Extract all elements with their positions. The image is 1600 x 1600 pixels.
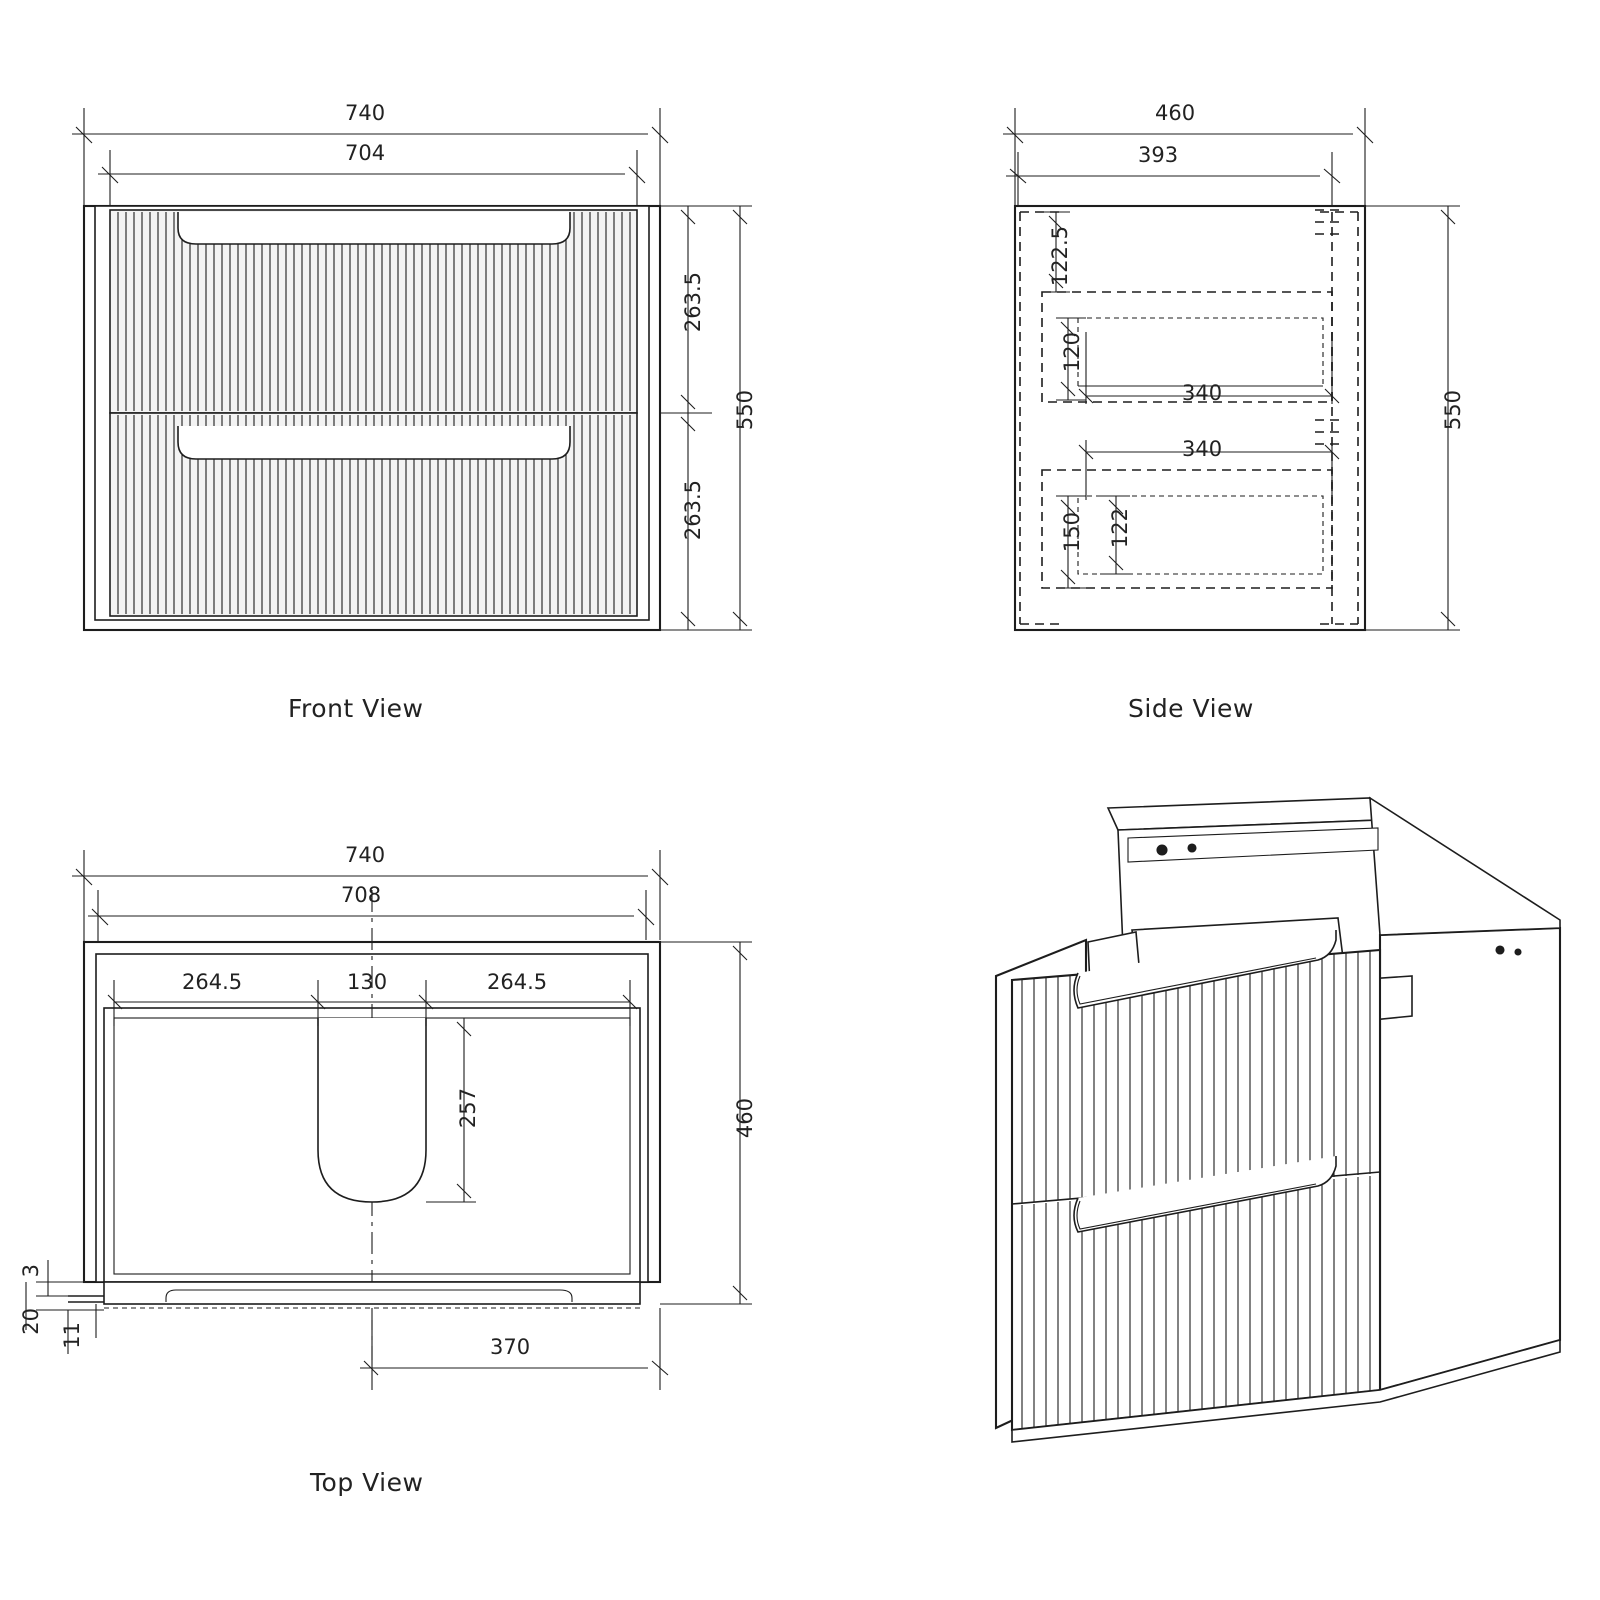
side-dim-460: 460 [1155, 101, 1196, 125]
side-dim-120: 120 [1060, 332, 1084, 373]
side-view-label: Side View [1128, 694, 1254, 723]
front-view-drawing [0, 0, 790, 700]
front-dim-lower-263-5: 263.5 [681, 480, 705, 541]
top-dim-3: 3 [19, 1264, 43, 1278]
front-dim-740: 740 [345, 101, 386, 125]
top-dim-20: 20 [19, 1308, 43, 1335]
front-view-group [0, 0, 790, 760]
top-dim-740: 740 [345, 843, 386, 867]
top-dim-257: 257 [456, 1088, 480, 1129]
side-dim-122: 122 [1108, 508, 1132, 549]
side-dim-550: 550 [1441, 390, 1465, 431]
top-view-group [0, 830, 800, 1590]
side-dim-340-lower: 340 [1182, 437, 1223, 461]
side-view-drawing [960, 0, 1580, 700]
side-dim-340-upper: 340 [1182, 381, 1223, 405]
top-dim-left-264-5: 264.5 [182, 970, 243, 994]
top-dim-370: 370 [490, 1335, 531, 1359]
top-view-drawing [0, 830, 800, 1550]
top-view-label: Top View [310, 1468, 424, 1497]
front-view-label: Front View [288, 694, 424, 723]
front-dim-704: 704 [345, 141, 386, 165]
side-dim-122-5: 122.5 [1048, 226, 1072, 287]
front-dim-upper-263-5: 263.5 [681, 272, 705, 333]
top-dim-460: 460 [733, 1098, 757, 1139]
side-dim-393: 393 [1138, 143, 1179, 167]
top-dim-708: 708 [341, 883, 382, 907]
iso-right-rim [1370, 798, 1560, 935]
iso-view-drawing [900, 780, 1600, 1460]
front-dim-550: 550 [733, 390, 757, 431]
basin-cutout [318, 1018, 426, 1202]
top-dim-center-130: 130 [347, 970, 388, 994]
top-dim-11: 11 [60, 1322, 84, 1349]
upper-drawer-handle-recess [178, 212, 570, 244]
side-view-group [960, 0, 1580, 760]
iso-view-group [900, 780, 1600, 1480]
top-bottom-rail [104, 1282, 640, 1308]
lower-drawer-handle-recess [178, 426, 570, 459]
top-dim-right-264-5: 264.5 [487, 970, 548, 994]
side-dim-150: 150 [1060, 512, 1084, 553]
